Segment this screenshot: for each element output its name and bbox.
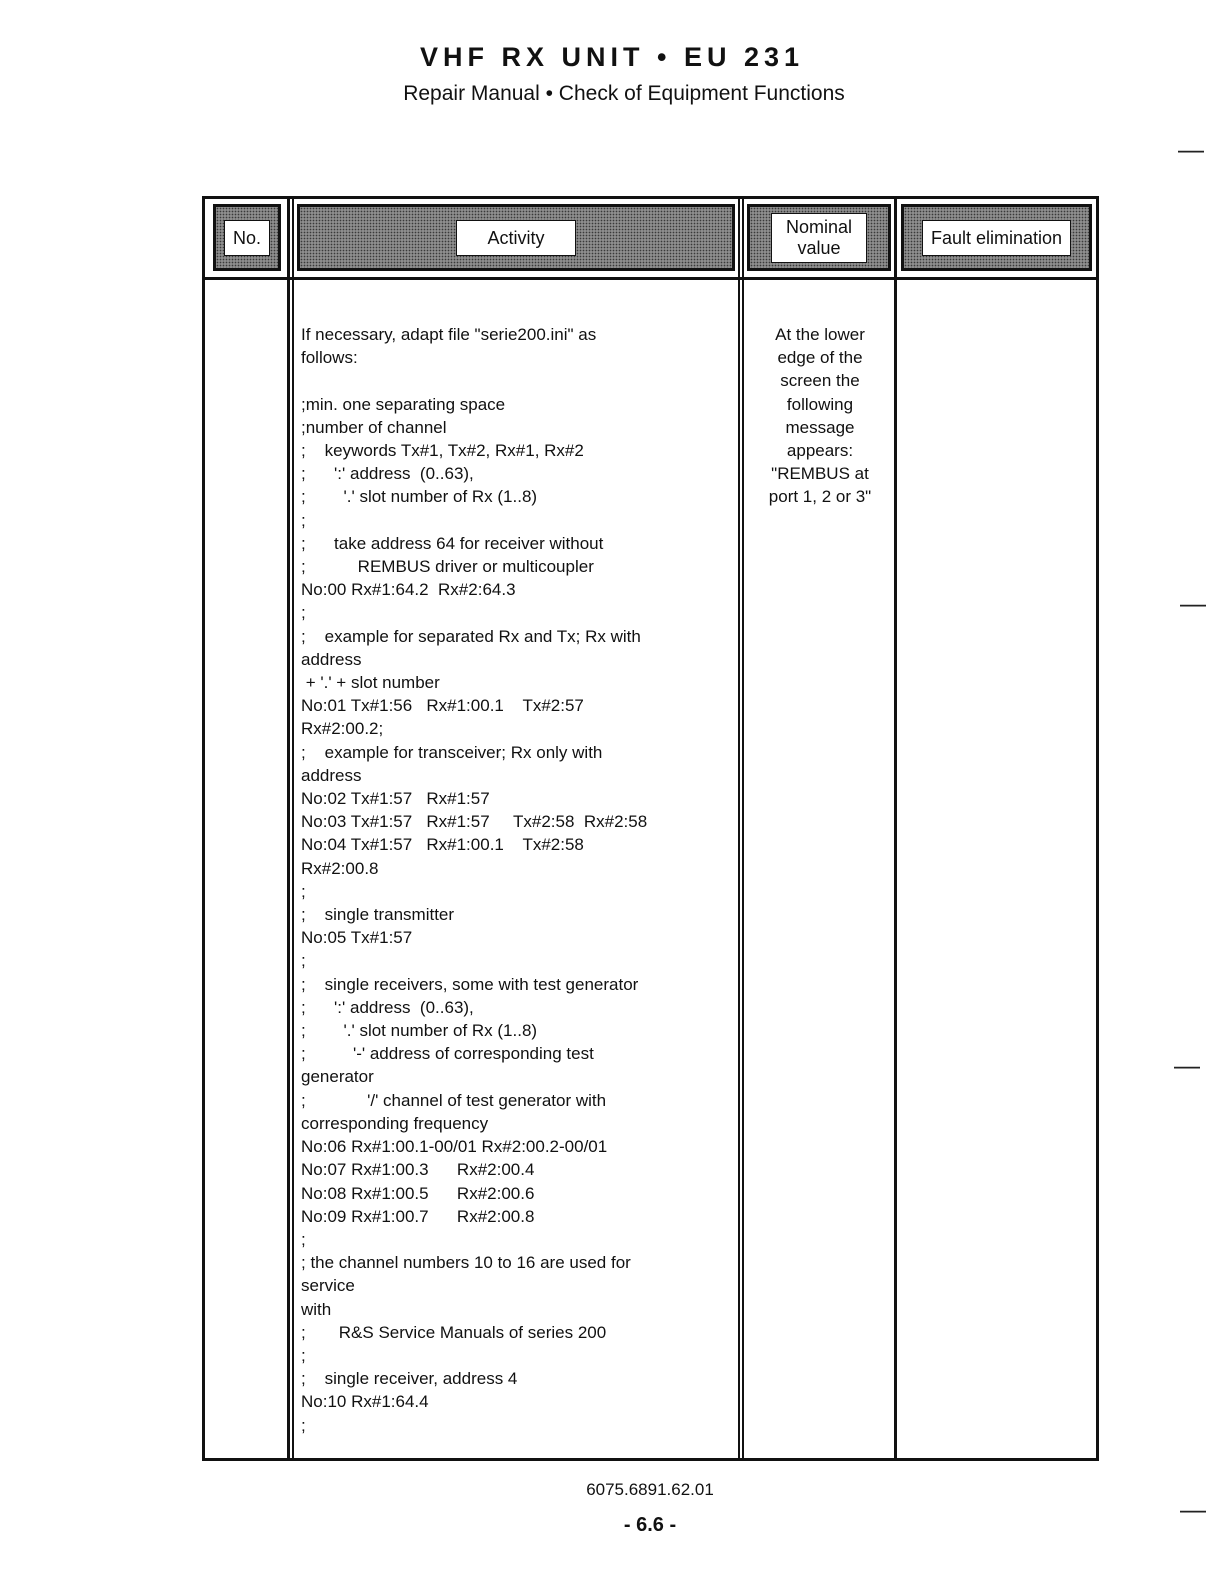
- activity-line: [301, 369, 741, 392]
- activity-line: ; '/' channel of test generator with: [301, 1090, 607, 1110]
- header-nominal-label: Nominal value: [771, 213, 867, 263]
- margin-mark: —: [1174, 1050, 1200, 1080]
- nominal-line: edge of the: [777, 348, 863, 368]
- activity-line: No:07 Rx#1:00.3 Rx#2:00.4: [301, 1160, 535, 1180]
- activity-line: No:09 Rx#1:00.7 Rx#2:00.8: [301, 1206, 535, 1226]
- activity-line: No:06 Rx#1:00.1-00/01 Rx#2:00.2-00/01: [301, 1137, 608, 1157]
- document-number: 6075.6891.62.01: [586, 1480, 714, 1499]
- activity-line: ;: [301, 1229, 306, 1249]
- column-divider: [292, 199, 294, 1458]
- activity-line: ; ':' address (0..63),: [301, 464, 474, 484]
- header-fault-label: Fault elimination: [922, 220, 1071, 256]
- activity-line: ;: [301, 881, 306, 901]
- page-title: VHF RX UNIT • EU 231: [419, 42, 804, 72]
- activity-line: Rx#2:00.2;: [301, 719, 384, 739]
- activity-line: ; single receivers, some with test generator: [301, 974, 639, 994]
- activity-line: ;: [301, 1345, 306, 1365]
- function-check-table: [202, 196, 1099, 1461]
- activity-line: corresponding frequency: [301, 1113, 489, 1133]
- nominal-line: screen the: [780, 371, 860, 391]
- activity-line: ;: [301, 951, 306, 971]
- activity-line: No:03 Tx#1:57 Rx#1:57 Tx#2:58 Rx#2:58: [301, 812, 648, 832]
- activity-line: follows:: [301, 348, 358, 368]
- activity-line: ;number of channel: [301, 417, 447, 437]
- activity-line: address: [301, 765, 362, 785]
- header-no: [213, 204, 281, 271]
- activity-line: No:01 Tx#1:56 Rx#1:00.1 Tx#2:57: [301, 696, 584, 716]
- activity-line: service: [301, 1276, 355, 1296]
- nominal-line: At the lower: [775, 325, 865, 344]
- activity-line: No:10 Rx#1:64.4: [301, 1392, 429, 1412]
- column-divider: [287, 199, 290, 1458]
- activity-line: ; single receiver, address 4: [301, 1369, 518, 1389]
- activity-line: ; R&S Service Manuals of series 200: [301, 1322, 607, 1342]
- activity-line: ; the channel numbers 10 to 16 are used for: [301, 1253, 631, 1273]
- activity-line: ; keywords Tx#1, Tx#2, Rx#1, Rx#2: [301, 441, 584, 460]
- activity-line: + '.' + slot number: [301, 673, 440, 693]
- nominal-line: following: [786, 394, 854, 414]
- header-no-label: No.: [224, 220, 270, 256]
- page-subtitle: Repair Manual • Check of Equipment Functions: [403, 82, 845, 105]
- nominal-line: port 1, 2 or 3": [768, 487, 872, 507]
- activity-line: with: [301, 1299, 332, 1319]
- activity-line: If necessary, adapt file "serie200.ini" as: [301, 325, 597, 344]
- activity-line: ; ':' address (0..63),: [301, 997, 474, 1017]
- activity-line: No:08 Rx#1:00.5 Rx#2:00.6: [301, 1183, 535, 1203]
- activity-line: Rx#2:00.8: [301, 858, 379, 878]
- activity-line: No:04 Tx#1:57 Rx#1:00.1 Tx#2:58: [301, 835, 584, 855]
- header-activity-label: Activity: [456, 220, 575, 256]
- activity-line: No:00 Rx#1:64.2 Rx#2:64.3: [301, 580, 516, 600]
- margin-mark: —: [1180, 588, 1206, 618]
- activity-cell: [301, 323, 741, 1437]
- header-activity: [297, 204, 735, 271]
- page-number: - 6.6 -: [623, 1514, 677, 1536]
- margin-mark: —: [1178, 134, 1204, 164]
- activity-line: address: [301, 649, 362, 669]
- activity-line: ;: [301, 1415, 306, 1435]
- activity-line: ;: [301, 603, 306, 623]
- margin-mark: —: [1180, 1494, 1206, 1524]
- header-nominal: [747, 204, 891, 271]
- activity-line: ;min. one separating space: [301, 394, 506, 414]
- activity-line: ; REMBUS driver or multicoupler: [301, 557, 594, 577]
- activity-line: ; example for transceiver; Rx only with: [301, 742, 603, 762]
- nominal-value-cell: [745, 323, 895, 509]
- activity-line: ; take address 64 for receiver without: [301, 533, 604, 553]
- activity-line: No:02 Tx#1:57 Rx#1:57: [301, 789, 490, 809]
- column-divider: [742, 199, 744, 1458]
- nominal-line: appears:: [786, 441, 854, 461]
- activity-line: ; single transmitter: [301, 905, 455, 925]
- activity-line: ; '.' slot number of Rx (1..8): [301, 1021, 538, 1041]
- activity-line: ; '.' slot number of Rx (1..8): [301, 487, 538, 507]
- nominal-line: message: [785, 417, 855, 437]
- activity-line: No:05 Tx#1:57: [301, 928, 413, 948]
- activity-line: ; '-' address of corresponding test: [301, 1044, 594, 1064]
- header-fault: [901, 204, 1092, 271]
- nominal-line: "REMBUS at: [771, 464, 869, 484]
- header-divider: [205, 277, 1096, 280]
- activity-line: generator: [301, 1067, 374, 1087]
- activity-line: ; example for separated Rx and Tx; Rx with: [301, 626, 641, 646]
- activity-line: ;: [301, 510, 306, 530]
